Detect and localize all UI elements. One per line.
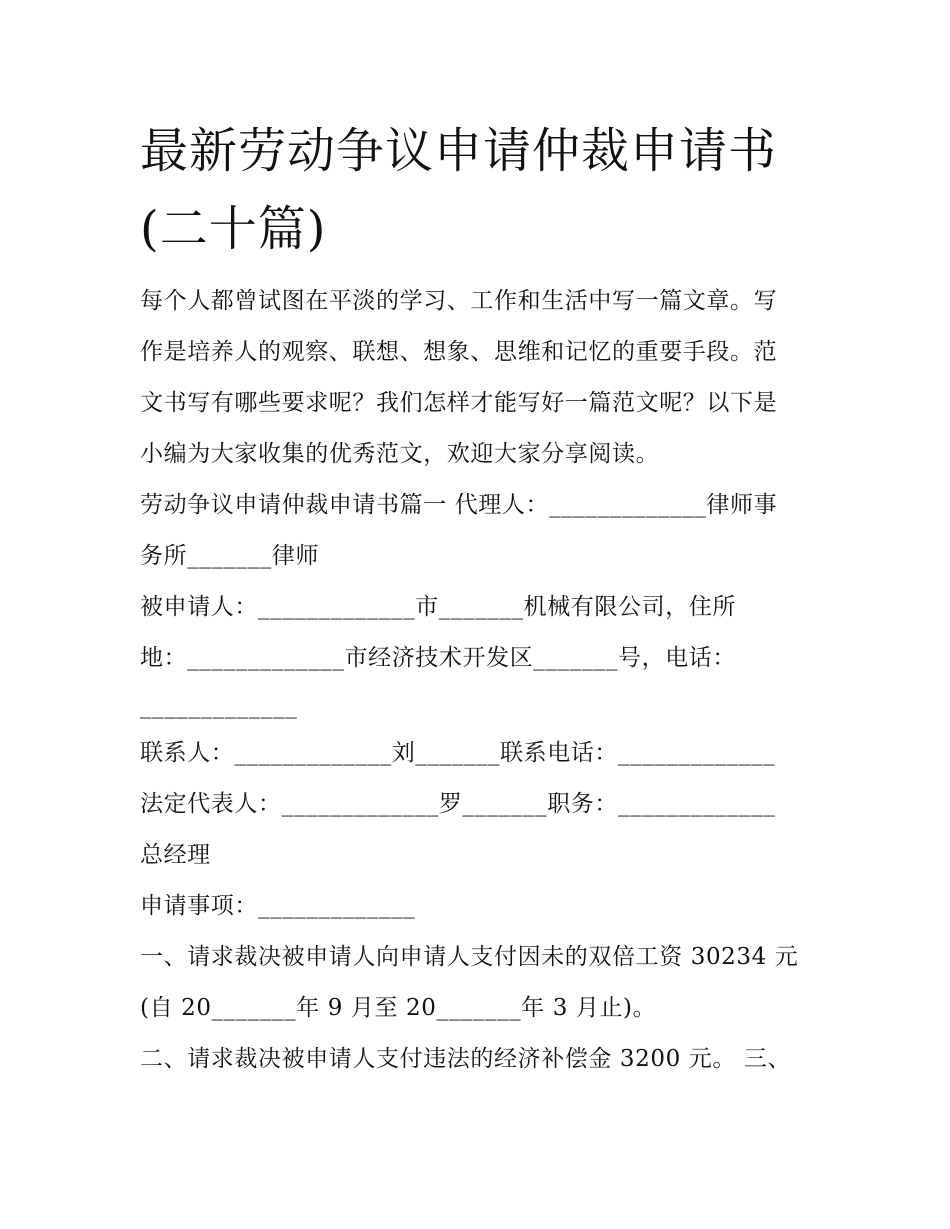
document-body	[140, 276, 820, 1085]
phone-blank-line: _____________	[140, 693, 298, 719]
claim-one-period-line: (自 20_______年 9 月至 20_______年 3 月止)。	[140, 995, 657, 1021]
legal-representative-line: 法定代表人：_____________罗_______职务：_____________	[140, 791, 776, 817]
intro-line-2: 作是培养人的观察、联想、想象、思维和记忆的重要手段。范	[140, 339, 778, 365]
agent-line: 劳动争议申请仲裁申请书篇一 代理人：_____________律师事	[140, 492, 778, 518]
intro-line-1: 每个人都曾试图在平淡的学习、工作和生活中写一篇文章。写	[140, 288, 778, 314]
address-line: 地：_____________市经济技术开发区_______号，电话：	[140, 645, 736, 671]
respondent-line: 被申请人：_____________市_______机械有限公司，住所	[140, 594, 736, 620]
claim-two-line: 二、请求裁决被申请人支付违法的经济补偿金 3200 元。 三、	[140, 1046, 792, 1072]
intro-line-4: 小编为大家收集的优秀范文，欢迎大家分享阅读。	[140, 441, 660, 467]
claim-one-line: 一、请求裁决被申请人向申请人支付因未的双倍工资 30234 元	[140, 944, 799, 970]
intro-line-3: 文书写有哪些要求呢？我们怎样才能写好一篇范文呢？以下是	[140, 390, 778, 416]
law-firm-line: 务所_______律师	[140, 543, 320, 569]
application-items-line: 申请事项：_____________	[140, 893, 416, 919]
contact-line: 联系人：_____________刘_______联系电话：_____________	[140, 740, 776, 766]
document-title: 最新劳动争议申请仲裁申请书(二十篇)	[140, 123, 778, 257]
position-line: 总经理	[140, 842, 211, 868]
